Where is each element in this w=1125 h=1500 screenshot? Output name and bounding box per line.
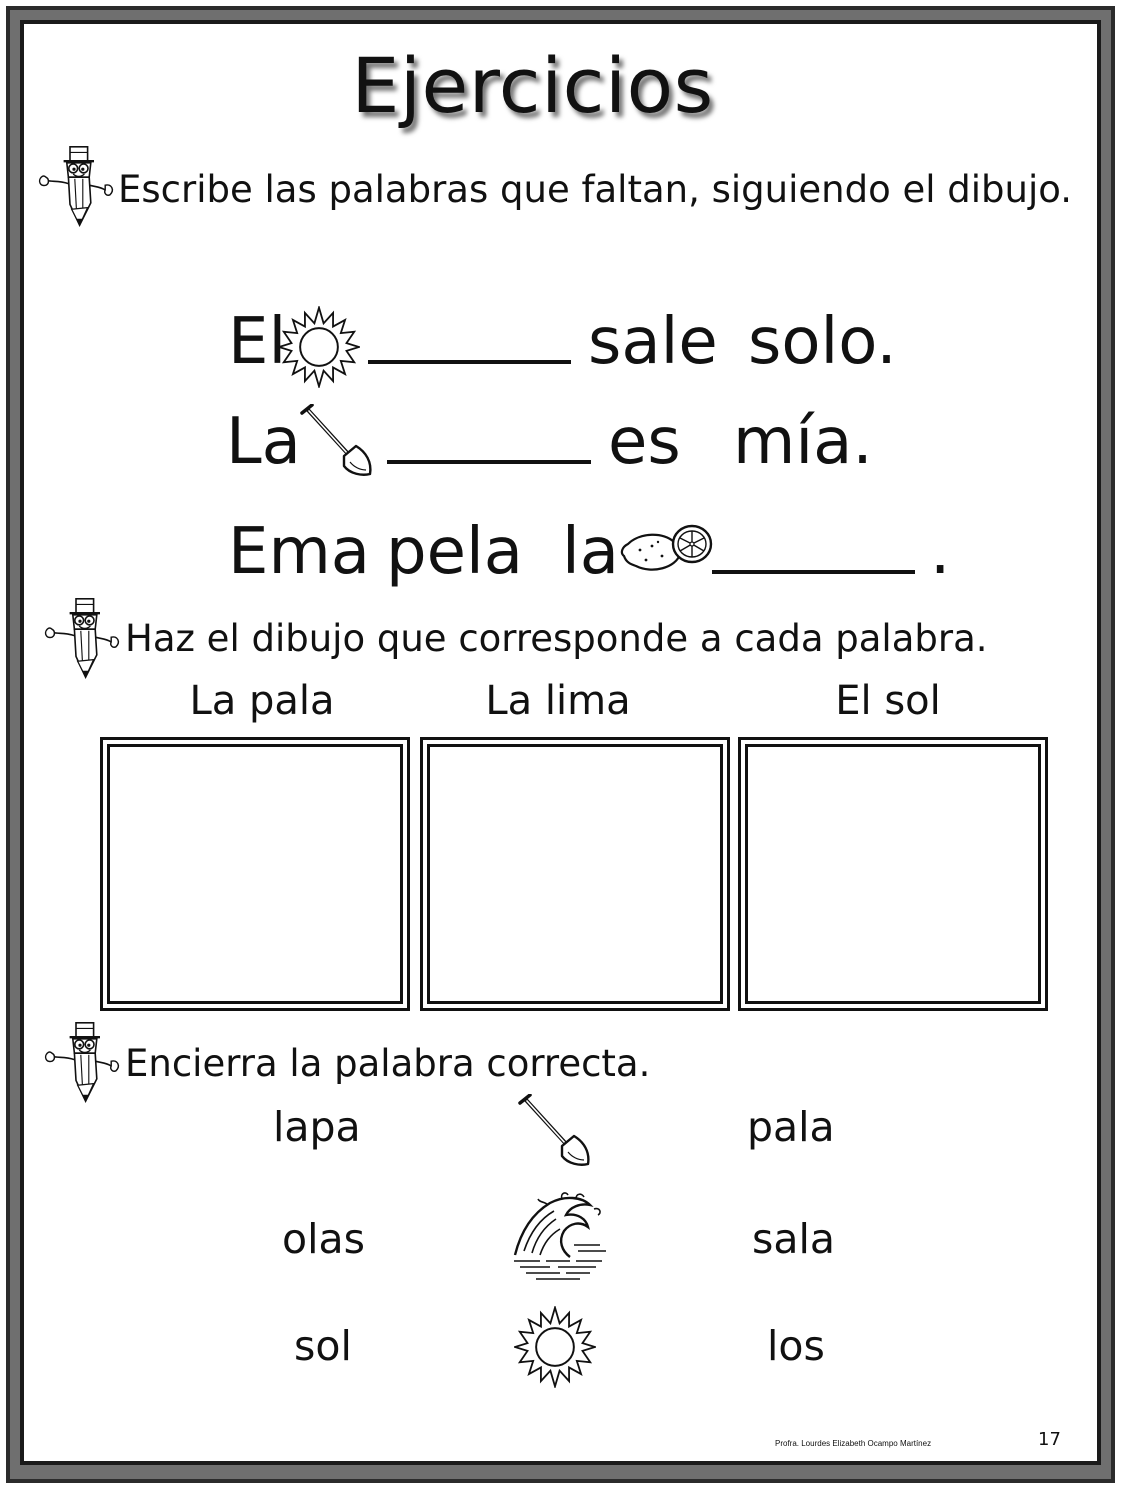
- pencil-mascot-icon: [38, 134, 118, 246]
- answer-blank[interactable]: [368, 360, 571, 364]
- drawing-box[interactable]: [738, 737, 1048, 1011]
- word: La: [226, 405, 301, 479]
- lemon-icon: [618, 520, 714, 578]
- choice-word[interactable]: sala: [752, 1215, 836, 1263]
- instruction-1: Escribe las palabras que faltan, siguiendo el dibujo.: [118, 168, 1073, 211]
- choice-word[interactable]: lapa: [273, 1103, 361, 1151]
- instruction-2: Haz el dibujo que corresponde a cada palabra.: [125, 617, 988, 660]
- pencil-mascot-icon: [44, 586, 124, 698]
- author-credit: Profra. Lourdes Elizabeth Ocampo Martínez: [775, 1439, 932, 1448]
- box-label: La lima: [485, 678, 631, 724]
- answer-blank[interactable]: [387, 460, 591, 464]
- word: El: [228, 305, 287, 379]
- choice-word[interactable]: olas: [282, 1215, 365, 1263]
- choice-word[interactable]: sol: [294, 1322, 352, 1370]
- word: Ema: [228, 515, 370, 589]
- sun-icon: [278, 306, 360, 388]
- page-title: Ejercicios: [351, 41, 714, 130]
- shovel-icon: [518, 1094, 592, 1168]
- sun-icon: [514, 1306, 596, 1388]
- choice-word[interactable]: pala: [747, 1103, 835, 1151]
- box-label: La pala: [189, 678, 335, 724]
- sentence-3: [0, 514, 1125, 594]
- wave-icon: [510, 1184, 608, 1286]
- drawing-box[interactable]: [420, 737, 730, 1011]
- box-label: El sol: [835, 678, 941, 724]
- word: pela: [386, 515, 523, 589]
- sentence-2: [0, 404, 1125, 484]
- instruction-3: Encierra la palabra correcta.: [125, 1042, 651, 1085]
- choice-word[interactable]: los: [767, 1322, 825, 1370]
- word: sale: [588, 305, 718, 379]
- pencil-mascot-icon: [44, 1010, 124, 1122]
- drawing-box[interactable]: [100, 737, 410, 1011]
- page-number: 17: [1038, 1429, 1061, 1450]
- word: .: [930, 515, 951, 589]
- word: mía.: [733, 405, 873, 479]
- sentence-1: [0, 304, 1125, 384]
- word: solo.: [748, 305, 897, 379]
- answer-blank[interactable]: [712, 570, 915, 574]
- word: la: [562, 515, 619, 589]
- word: es: [608, 405, 681, 479]
- shovel-icon: [300, 404, 374, 478]
